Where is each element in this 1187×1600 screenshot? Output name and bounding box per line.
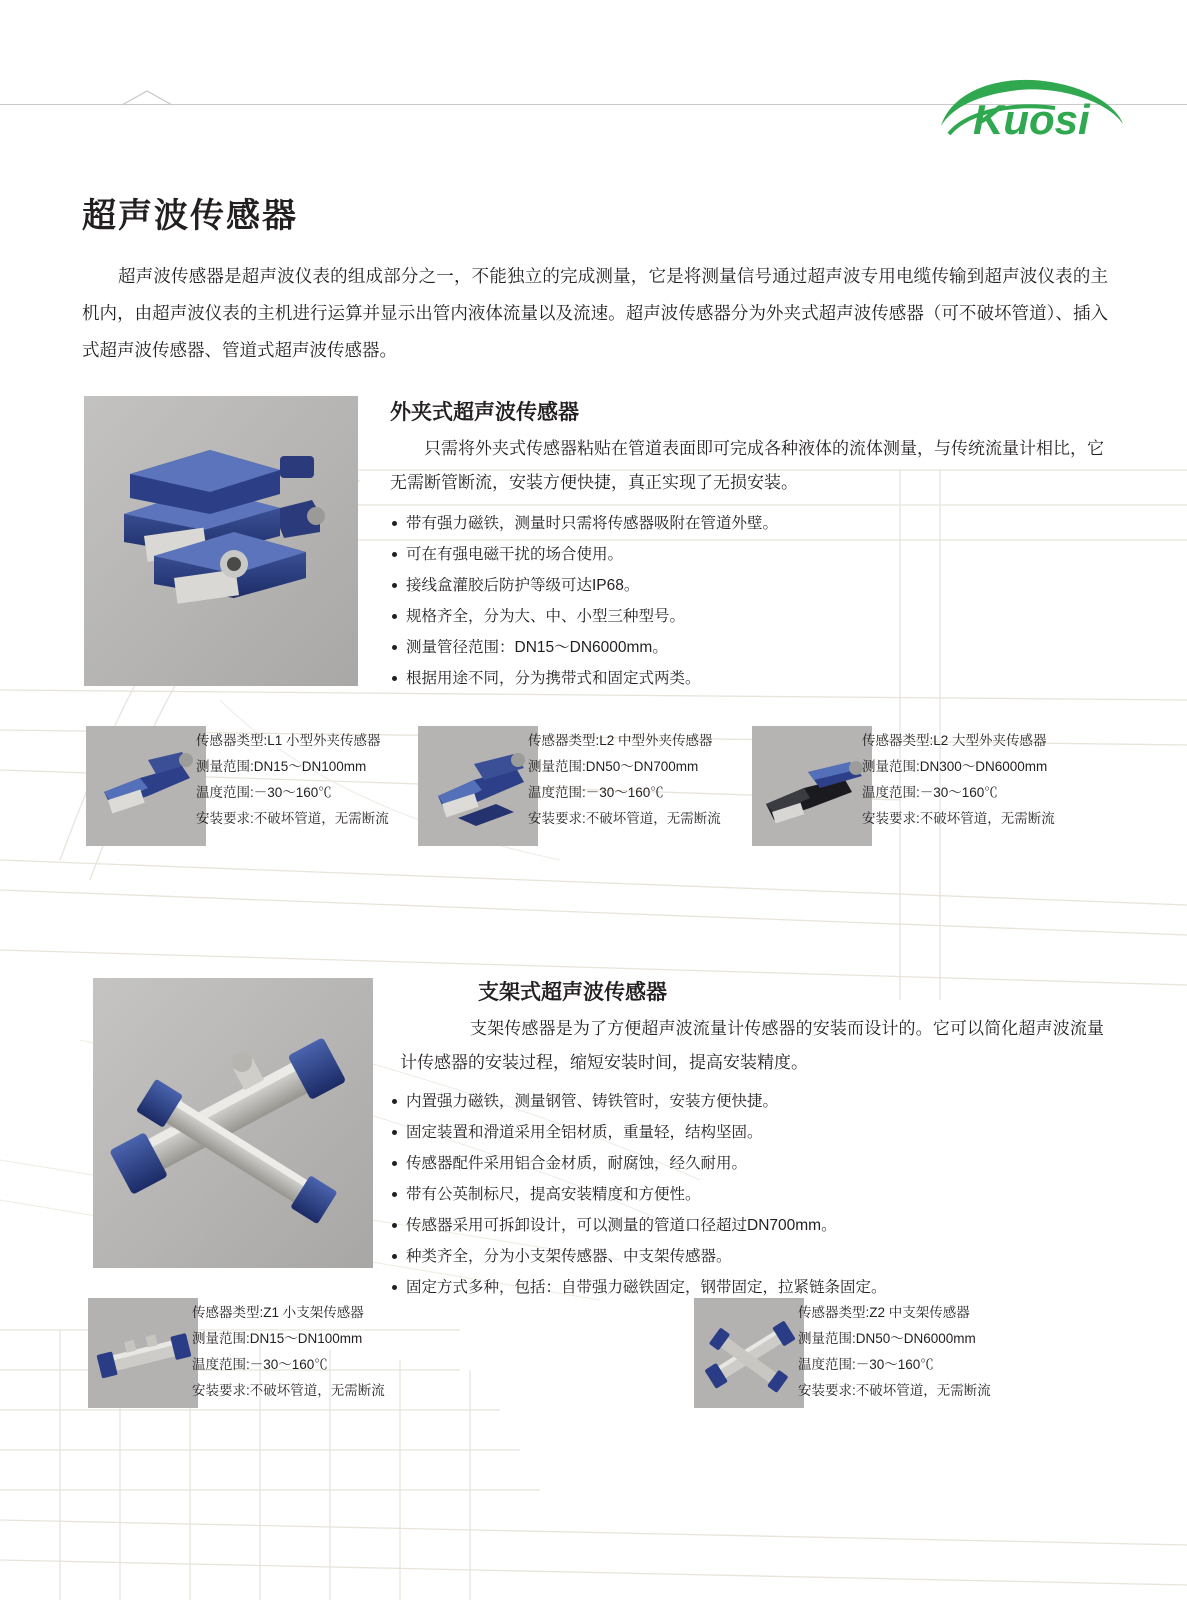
page-title: 超声波传感器 bbox=[82, 197, 298, 235]
bracket-sensor-photo bbox=[93, 978, 373, 1268]
section2-heading: 支架式超声波传感器 bbox=[478, 981, 667, 1004]
sensor-l2-medium-specs bbox=[528, 728, 721, 832]
list-item: 规格齐全，分为大、中、小型三种型号。 bbox=[392, 601, 1092, 632]
spec-install: 安装要求:不破坏管道，无需断流 bbox=[862, 811, 1055, 826]
spec-range: 测量范围:DN15～DN100mm bbox=[196, 759, 367, 774]
spec-type: 传感器类型:L2 大型外夹传感器 bbox=[862, 733, 1047, 748]
sensor-l2-large-specs bbox=[862, 728, 1055, 832]
list-item: 带有强力磁铁，测量时只需将传感器吸附在管道外壁。 bbox=[392, 508, 1092, 539]
list-item: 固定方式多种，包括：自带强力磁铁固定，钢带固定，拉紧链条固定。 bbox=[392, 1272, 1092, 1303]
sensor-l1-specs bbox=[196, 728, 389, 832]
list-item: 固定装置和滑道采用全铝材质，重量轻，结构坚固。 bbox=[392, 1117, 1092, 1148]
spec-temp: 温度范围:－30～160℃ bbox=[196, 785, 332, 800]
sensor-l1-photo bbox=[86, 726, 206, 846]
spec-install: 安装要求:不破坏管道，无需断流 bbox=[528, 811, 721, 826]
list-item: 可在有强电磁干扰的场合使用。 bbox=[392, 539, 1092, 570]
spec-card bbox=[86, 726, 426, 856]
spec-card bbox=[752, 726, 1112, 856]
clamp-on-sensor-photo bbox=[84, 396, 358, 686]
spec-card bbox=[88, 1298, 488, 1418]
section2-bullet-list bbox=[392, 1086, 1092, 1303]
spec-temp: 温度范围:－30～160℃ bbox=[862, 785, 998, 800]
intro-paragraph: 超声波传感器是超声波仪表的组成部分之一，不能独立的完成测量，它是将测量信号通过超声波专用电缆传输到超声波仪表的主机内，由超声波仪表的主机进行运算并显示出管内液体流量以及流速。超声波传感器分为外夹式超声波传感器（可不破坏管道）、插入式超声波传感器、管道式超声波传感器。 bbox=[82, 266, 1108, 360]
sensor-z2-photo bbox=[694, 1298, 804, 1408]
sensor-l2-large-photo bbox=[752, 726, 872, 846]
spec-install: 安装要求:不破坏管道，无需断流 bbox=[798, 1383, 991, 1398]
list-item: 种类齐全，分为小支架传感器、中支架传感器。 bbox=[392, 1241, 1092, 1272]
spec-install: 安装要求:不破坏管道，无需断流 bbox=[196, 811, 389, 826]
sensor-z1-photo bbox=[88, 1298, 198, 1408]
sensor-z1-specs bbox=[192, 1300, 385, 1404]
header-notch-icon bbox=[122, 90, 172, 106]
spec-install: 安装要求:不破坏管道，无需断流 bbox=[192, 1383, 385, 1398]
section1-bullet-list bbox=[392, 508, 1092, 694]
list-item: 测量管径范围：DN15～DN6000mm。 bbox=[392, 632, 1092, 663]
list-item: 带有公英制标尺，提高安装精度和方便性。 bbox=[392, 1179, 1092, 1210]
list-item: 根据用途不同，分为携带式和固定式两类。 bbox=[392, 663, 1092, 694]
list-item: 接线盒灌胶后防护等级可达IP68。 bbox=[392, 570, 1092, 601]
spec-range: 测量范围:DN50～DN6000mm bbox=[798, 1331, 976, 1346]
section1-heading: 外夹式超声波传感器 bbox=[390, 401, 579, 424]
spec-temp: 温度范围:－30～160℃ bbox=[192, 1357, 328, 1372]
spec-card bbox=[418, 726, 758, 856]
list-item: 传感器采用可拆卸设计，可以测量的管道口径超过DN700mm。 bbox=[392, 1210, 1092, 1241]
spec-card bbox=[694, 1298, 1114, 1418]
spec-range: 测量范围:DN15～DN100mm bbox=[192, 1331, 363, 1346]
section1-description: 只需将外夹式传感器粘贴在管道表面即可完成各种液体的流体测量，与传统流量计相比，它无需断管断流，安装方便快捷，真正实现了无损安装。 bbox=[390, 439, 1104, 492]
spec-type: 传感器类型:Z1 小支架传感器 bbox=[192, 1305, 364, 1320]
list-item: 传感器配件采用铝合金材质，耐腐蚀，经久耐用。 bbox=[392, 1148, 1092, 1179]
spec-range: 测量范围:DN50～DN700mm bbox=[528, 759, 699, 774]
spec-range: 测量范围:DN300～DN6000mm bbox=[862, 759, 1048, 774]
spec-temp: 温度范围:－30～160℃ bbox=[798, 1357, 934, 1372]
spec-type: 传感器类型:L1 小型外夹传感器 bbox=[196, 733, 381, 748]
spec-type: 传感器类型:Z2 中支架传感器 bbox=[798, 1305, 970, 1320]
brand-logo bbox=[927, 72, 1127, 152]
spec-type: 传感器类型:L2 中型外夹传感器 bbox=[528, 733, 713, 748]
sensor-l2-medium-photo bbox=[418, 726, 538, 846]
section2-description: 支架传感器是为了方便超声波流量计传感器的安装而设计的。它可以简化超声波流量计传感器的安装过程，缩短安装时间，提高安装精度。 bbox=[400, 1019, 1104, 1072]
sensor-z2-specs bbox=[798, 1300, 991, 1404]
list-item: 内置强力磁铁，测量钢管、铸铁管时，安装方便快捷。 bbox=[392, 1086, 1092, 1117]
spec-temp: 温度范围:－30～160℃ bbox=[528, 785, 664, 800]
svg-text:Kuosi: Kuosi bbox=[973, 96, 1090, 143]
